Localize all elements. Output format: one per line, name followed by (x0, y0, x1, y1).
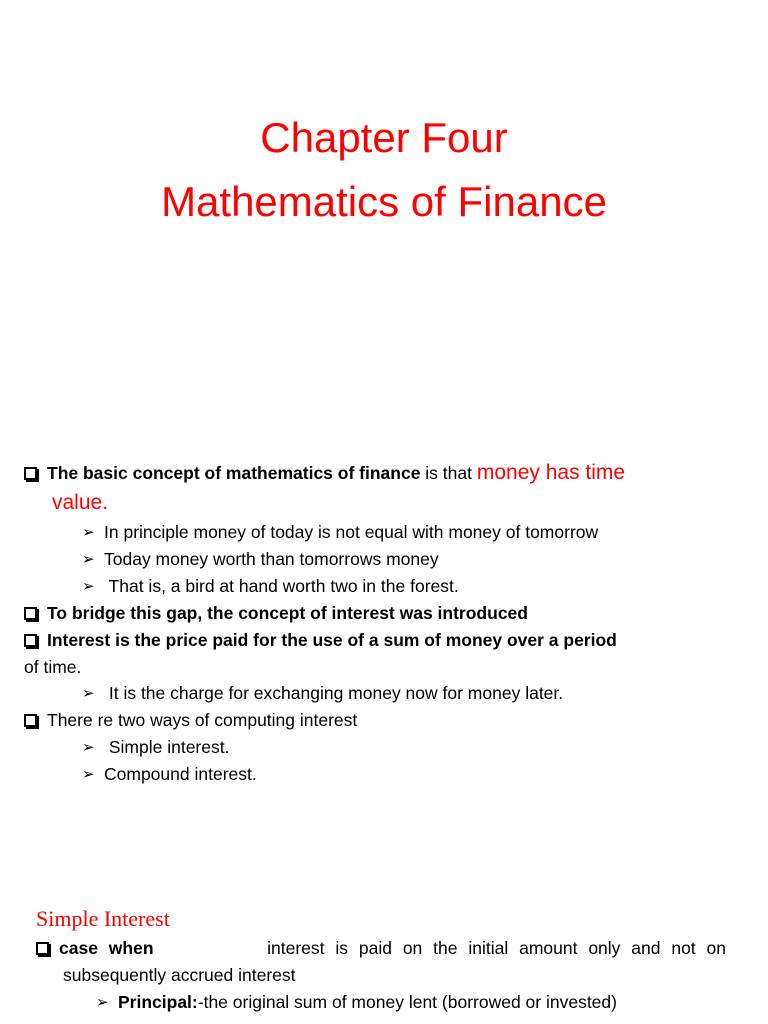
arrow-bullet-icon: ➢ (82, 524, 95, 541)
checkbox-bullet-icon (24, 634, 37, 647)
checkbox-bullet-icon (24, 607, 37, 620)
arrow-bullet-icon: ➢ (82, 685, 95, 702)
arrow-bullet-icon: ➢ (82, 766, 95, 783)
arrow-bullet-icon: ➢ (82, 739, 95, 756)
principal-line: ➢ Principal:-the original sum of money lent (borrowed or invested) (96, 990, 617, 1015)
checkbox-bullet-icon (24, 467, 37, 480)
sub-bullet-1: ➢ In principle money of today is not equal with money of tomorrow (82, 520, 598, 545)
case-line-1: case when interest is paid on the initial amount only and not on (36, 936, 726, 960)
arrow-bullet-icon: ➢ (96, 994, 109, 1011)
case-line-2: subsequently accrued interest (63, 965, 296, 985)
chapter-subtitle: Mathematics of Finance (161, 178, 607, 225)
arrow-bullet-icon: ➢ (82, 578, 95, 595)
way-compound: ➢ Compound interest. (82, 762, 257, 787)
sub-bullet-3: ➢ That is, a bird at hand worth two in the forest. (82, 574, 459, 599)
sub-bullet-2: ➢ Today money worth than tomorrows money (82, 547, 439, 572)
simple-interest-heading: Simple Interest (36, 906, 170, 931)
arrow-bullet-icon: ➢ (82, 551, 95, 568)
checkbox-bullet-icon (36, 942, 49, 955)
bullet-interest-def-cont: of time. (24, 657, 82, 677)
bullet-intro-cont: value. (52, 491, 109, 514)
way-simple: ➢ Simple interest. (82, 735, 229, 760)
bullet-bridge: To bridge this gap, the concept of interest was introduced (24, 601, 528, 625)
chapter-title: Chapter Four (260, 114, 508, 161)
checkbox-bullet-icon (24, 714, 37, 727)
bullet-interest-def: Interest is the price paid for the use of a sum of money over a period (24, 628, 617, 652)
title-slide (0, 0, 768, 410)
sub-bullet-4: ➢ It is the charge for exchanging money now for money later. (82, 681, 563, 706)
bullet-ways: There re two ways of computing interest (24, 708, 357, 732)
bullet-intro: The basic concept of mathematics of finance is that money has time (24, 461, 625, 485)
